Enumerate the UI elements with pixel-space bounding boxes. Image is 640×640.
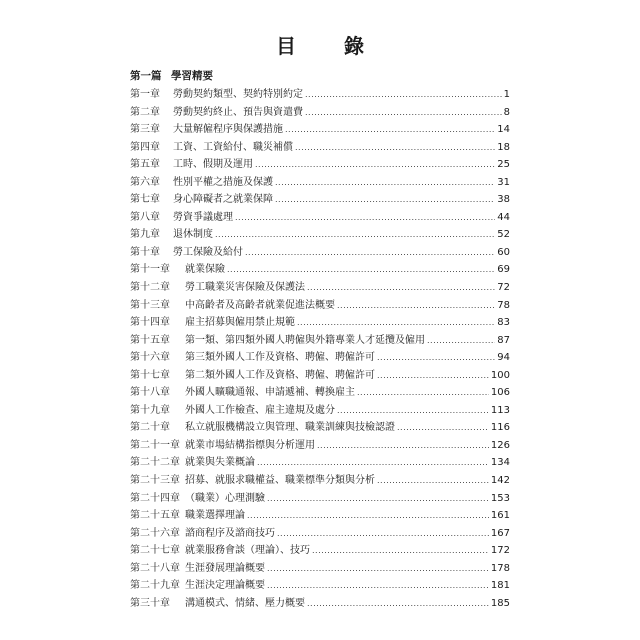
toc-entry (130, 156, 510, 174)
chapter-number: 第十章 (130, 246, 160, 258)
chapter-title: 勞資爭議處理 (173, 211, 233, 223)
toc-entry (130, 577, 510, 595)
chapter-number: 第二十五章 (130, 510, 180, 522)
page-number: 153 (490, 492, 510, 504)
page-number: 167 (490, 527, 510, 539)
page-number: 8 (503, 106, 510, 118)
toc-entry (130, 472, 510, 490)
chapter-title: 第一類、第四類外國人聘僱與外籍專業人才延攬及僱用 (185, 334, 425, 346)
chapter-title: 私立就服機構設立與管理、職業訓練與技檢認證 (185, 422, 395, 434)
page-number: 69 (497, 264, 510, 276)
toc-entry (130, 279, 510, 297)
page-number: 113 (490, 404, 510, 416)
chapter-title: 勞動契約類型、契約特別約定 (173, 89, 303, 100)
chapter-number: 第十六章 (130, 352, 170, 364)
chapter-number: 第一章 (130, 89, 160, 100)
chapter-number: 第十三章 (130, 299, 170, 311)
toc-entry (130, 297, 510, 315)
toc-entry (130, 86, 510, 104)
chapter-title: 第三類外國人工作及資格、聘僱、聘僱許可 (185, 352, 375, 364)
dot-leader (267, 490, 489, 508)
chapter-number: 第二十三章 (130, 475, 180, 487)
dot-leader (377, 472, 489, 490)
chapter-number: 第二十九章 (130, 580, 180, 592)
chapter-title: 職業選擇理論 (185, 510, 245, 522)
chapter-title: 生涯決定理論概要 (185, 580, 265, 592)
dot-leader (267, 577, 489, 595)
dot-leader (307, 279, 495, 297)
chapter-title: 就業與失業概論 (185, 457, 255, 469)
chapter-number: 第八章 (130, 211, 160, 223)
page-number: 14 (497, 124, 510, 136)
page-number: 178 (490, 562, 510, 574)
chapter-title: 就業保險 (185, 264, 225, 276)
dot-leader (257, 454, 489, 472)
page-number: 94 (497, 352, 510, 364)
toc-entry (130, 507, 510, 525)
dot-leader (295, 139, 495, 157)
page-number: 172 (490, 545, 510, 557)
toc-entry (130, 402, 510, 420)
toc-entry (130, 595, 510, 613)
chapter-number: 第二十八章 (130, 562, 180, 574)
chapter-number: 第十四章 (130, 317, 170, 329)
chapter-number: 第二十四章 (130, 492, 180, 504)
dot-leader (305, 104, 502, 122)
toc-entry (130, 419, 510, 437)
chapter-number: 第六章 (130, 176, 160, 188)
dot-leader (337, 402, 489, 420)
chapter-title: 性別平權之措施及保護 (173, 176, 273, 188)
dot-leader (235, 209, 495, 227)
dot-leader (397, 419, 489, 437)
page-number: 134 (490, 457, 510, 469)
toc-entry (130, 490, 510, 508)
dot-leader (227, 261, 495, 279)
page-number: 181 (490, 580, 510, 592)
chapter-title: 外國人曠職通報、申請遞補、轉換雇主 (185, 387, 355, 399)
chapter-number: 第十二章 (130, 282, 170, 294)
page-number: 83 (497, 317, 510, 329)
toc-entry (130, 384, 510, 402)
toc-entry (130, 437, 510, 455)
toc-entry (130, 209, 510, 227)
chapter-number: 第十五章 (130, 334, 170, 346)
chapter-number: 第二十六章 (130, 527, 180, 539)
chapter-number: 第二十二章 (130, 457, 180, 469)
page-number: 87 (497, 334, 510, 346)
page-number: 25 (497, 159, 510, 171)
section-label: 學習精要 (171, 70, 213, 82)
toc-entry (130, 349, 510, 367)
toc-entry (130, 332, 510, 350)
chapter-title: 勞動契約終止、預告與資遣費 (173, 106, 303, 118)
dot-leader (377, 367, 489, 385)
chapter-number: 第四章 (130, 141, 160, 153)
page-number: 185 (490, 597, 510, 609)
dot-leader (337, 297, 495, 315)
section-number: 第一篇 (130, 70, 162, 82)
page-number: 60 (497, 246, 510, 258)
toc-entry (130, 454, 510, 472)
chapter-title: 大量解僱程序與保護措施 (173, 124, 283, 136)
dot-leader (307, 595, 489, 613)
chapter-number: 第二十七章 (130, 545, 180, 557)
chapter-title: 就業市場結構指標與分析運用 (185, 439, 315, 451)
chapter-title: 生涯發展理論概要 (185, 562, 265, 574)
page-number: 78 (497, 299, 510, 311)
dot-leader (297, 314, 495, 332)
dot-leader (357, 384, 489, 402)
page-number: 100 (490, 369, 510, 381)
chapter-title: 第二類外國人工作及資格、聘僱、聘僱許可 (185, 369, 375, 381)
chapter-number: 第七章 (130, 194, 160, 206)
chapter-title: 溝通模式、情緒、壓力概要 (185, 597, 305, 609)
dot-leader (267, 560, 489, 578)
toc-entry (130, 244, 510, 262)
chapter-title: 身心障礙者之就業保障 (173, 194, 273, 206)
chapter-title: （職業）心理測驗 (185, 492, 265, 504)
page-number: 44 (497, 211, 510, 223)
chapter-title: 勞工職業災害保險及保護法 (185, 282, 305, 294)
chapter-title: 工時、假期及運用 (173, 159, 253, 171)
chapter-number: 第十九章 (130, 404, 170, 416)
chapter-title: 工資、工資給付、職災補償 (173, 141, 293, 153)
dot-leader (285, 121, 495, 139)
page-number: 142 (490, 475, 510, 487)
chapter-number: 第十七章 (130, 369, 170, 381)
chapter-number: 第九章 (130, 229, 160, 241)
chapter-number: 第三十章 (130, 597, 170, 609)
chapter-number: 第三章 (130, 124, 160, 136)
dot-leader (427, 332, 495, 350)
toc-entry (130, 121, 510, 139)
section-heading (130, 68, 213, 83)
chapter-title: 外國人工作檢查、雇主違規及處分 (185, 404, 335, 416)
chapter-number: 第十八章 (130, 387, 170, 399)
chapter-number: 第二十章 (130, 422, 170, 434)
dot-leader (317, 437, 489, 455)
chapter-title: 諮商程序及諮商技巧 (185, 527, 275, 539)
toc-list (130, 86, 510, 612)
dot-leader (312, 542, 489, 560)
toc-entry (130, 174, 510, 192)
chapter-number: 第二十一章 (130, 439, 180, 451)
toc-entry (130, 104, 510, 122)
dot-leader (277, 525, 489, 543)
toc-entry (130, 261, 510, 279)
chapter-title: 招募、就服求職權益、職業標準分類與分析 (185, 475, 375, 487)
dot-leader (255, 156, 495, 174)
page-number: 52 (497, 229, 510, 241)
dot-leader (215, 226, 495, 244)
page-number: 31 (497, 176, 510, 188)
page-number: 72 (497, 282, 510, 294)
page-number: 1 (503, 89, 510, 100)
toc-entry (130, 542, 510, 560)
chapter-title: 雇主招募與僱用禁止規範 (185, 317, 295, 329)
dot-leader (305, 86, 502, 104)
chapter-title: 退休制度 (173, 229, 213, 241)
chapter-title: 中高齡者及高齡者就業促進法概要 (185, 299, 335, 311)
chapter-title: 就業服務會談（理論）、技巧 (185, 545, 310, 557)
page-number: 18 (497, 141, 510, 153)
chapter-number: 第十一章 (130, 264, 170, 276)
dot-leader (245, 244, 495, 262)
chapter-title: 勞工保險及給付 (173, 246, 243, 258)
toc-entry (130, 314, 510, 332)
toc-entry (130, 560, 510, 578)
chapter-number: 第五章 (130, 159, 160, 171)
page-number: 116 (490, 422, 510, 434)
page-number: 126 (490, 439, 510, 451)
toc-entry (130, 525, 510, 543)
dot-leader (247, 507, 489, 525)
dot-leader (275, 174, 495, 192)
toc-entry (130, 367, 510, 385)
toc-entry (130, 191, 510, 209)
page-title: 目 錄 (276, 34, 378, 58)
dot-leader (275, 191, 495, 209)
dot-leader (377, 349, 495, 367)
toc-entry (130, 226, 510, 244)
chapter-number: 第二章 (130, 106, 160, 118)
toc-entry (130, 139, 510, 157)
page-number: 106 (490, 387, 510, 399)
page-number: 161 (490, 510, 510, 522)
page-number: 38 (497, 194, 510, 206)
